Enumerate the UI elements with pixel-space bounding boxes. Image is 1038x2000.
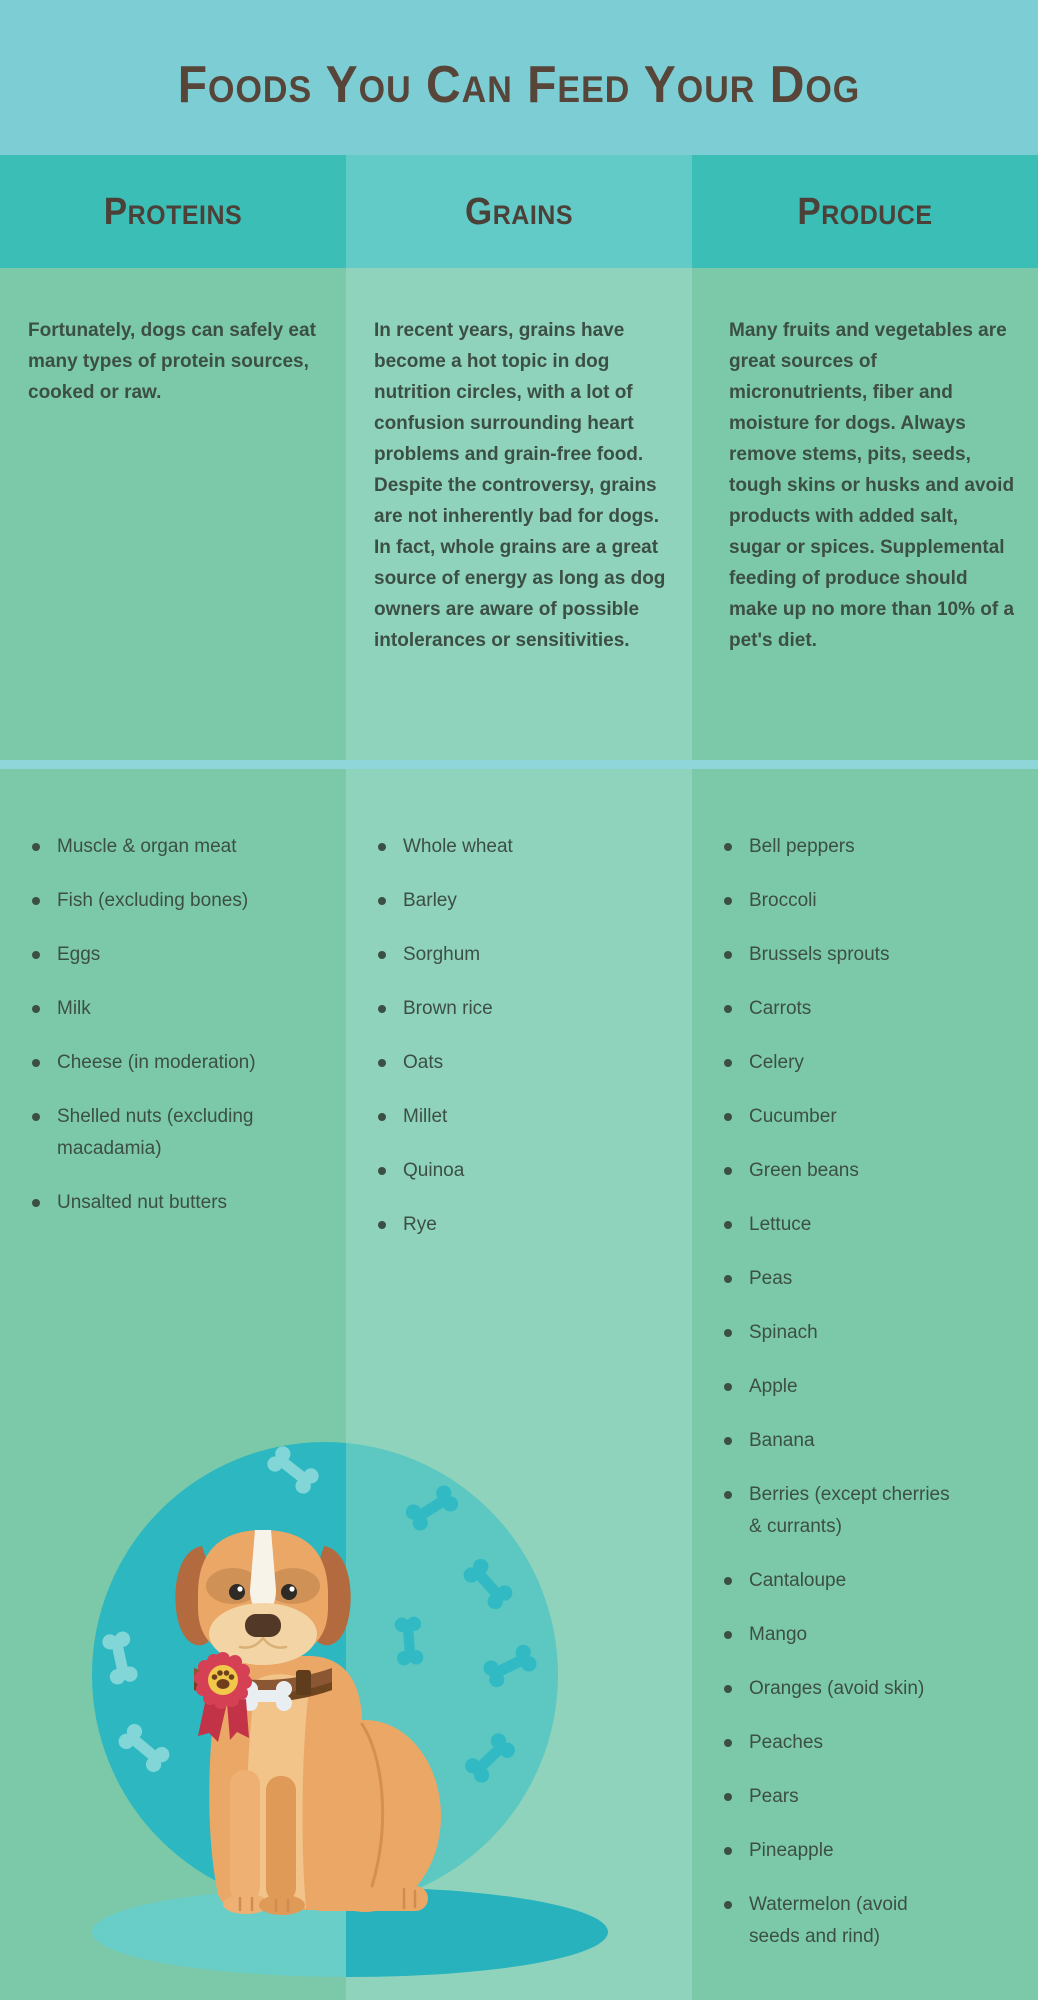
list-item: Brussels sprouts xyxy=(749,939,951,971)
list-item: Peas xyxy=(749,1263,951,1295)
list-item: Celery xyxy=(749,1047,951,1079)
title-banner xyxy=(0,0,1038,155)
list-item: Mango xyxy=(749,1619,951,1651)
list-item: Unsalted nut butters xyxy=(57,1187,259,1219)
list-item: Banana xyxy=(749,1425,951,1457)
dog-illustration xyxy=(60,1418,612,1990)
column-description-grains: In recent years, grains have become a hot topic in dog nutrition circles, with a lot of confusion surrounding heart problems and grain-free food. Despite the controversy, grains are not inherently bad for dogs. In fact, whole grains are a great source of energy as long as dog owners are aware of possible intolerances or sensitivities. xyxy=(374,320,666,651)
list-item: Rye xyxy=(403,1209,605,1241)
food-list-proteins xyxy=(57,831,259,1241)
column-description-produce: Many fruits and vegetables are great sources of micronutrients, fiber and moisture for dogs. Always remove stems, pits, seeds, tough skins or husks and avoid products with added salt, sugar or spices. Supplemental feeding of produce should make up no more than 10% of a pet's diet. xyxy=(729,320,1015,651)
list-item: Shelled nuts (excluding macadamia) xyxy=(57,1101,259,1165)
column-header-grains xyxy=(346,155,692,268)
list-item: Sorghum xyxy=(403,939,605,971)
list-item: Apple xyxy=(749,1371,951,1403)
column-produce xyxy=(692,155,1038,2000)
list-item: Whole wheat xyxy=(403,831,605,863)
list-item: Oats xyxy=(403,1047,605,1079)
food-list-produce xyxy=(749,831,951,1975)
list-item: Green beans xyxy=(749,1155,951,1187)
column-header-label: Grains xyxy=(464,189,573,233)
list-item: Millet xyxy=(403,1101,605,1133)
list-item: Oranges (avoid skin) xyxy=(749,1673,951,1705)
list-item: Pears xyxy=(749,1781,951,1813)
list-item: Pineapple xyxy=(749,1835,951,1867)
list-item: Cantaloupe xyxy=(749,1565,951,1597)
list-item: Fish (excluding bones) xyxy=(57,885,259,917)
column-description-proteins: Fortunately, dogs can safely eat many types of protein sources, cooked or raw. xyxy=(28,320,316,403)
list-item: Barley xyxy=(403,885,605,917)
column-header-label: Produce xyxy=(797,189,933,233)
list-item: Berries (except cherries & currants) xyxy=(749,1479,951,1543)
list-item: Watermelon (avoid seeds and rind) xyxy=(749,1889,951,1953)
column-header-produce xyxy=(692,155,1038,268)
list-item: Spinach xyxy=(749,1317,951,1349)
list-item: Carrots xyxy=(749,993,951,1025)
list-item: Broccoli xyxy=(749,885,951,917)
list-item: Peaches xyxy=(749,1727,951,1759)
list-item: Bell peppers xyxy=(749,831,951,863)
column-header-proteins xyxy=(0,155,346,268)
section-divider xyxy=(0,760,1038,769)
food-list-grains xyxy=(403,831,605,1263)
list-item: Cheese (in moderation) xyxy=(57,1047,259,1079)
list-item: Lettuce xyxy=(749,1209,951,1241)
column-header-label: Proteins xyxy=(103,189,243,233)
page-title: Foods You Can Feed Your Dog xyxy=(177,56,861,114)
list-item: Brown rice xyxy=(403,993,605,1025)
list-item: Quinoa xyxy=(403,1155,605,1187)
list-item: Cucumber xyxy=(749,1101,951,1133)
list-item: Milk xyxy=(57,993,259,1025)
list-item: Eggs xyxy=(57,939,259,971)
list-item: Muscle & organ meat xyxy=(57,831,259,863)
